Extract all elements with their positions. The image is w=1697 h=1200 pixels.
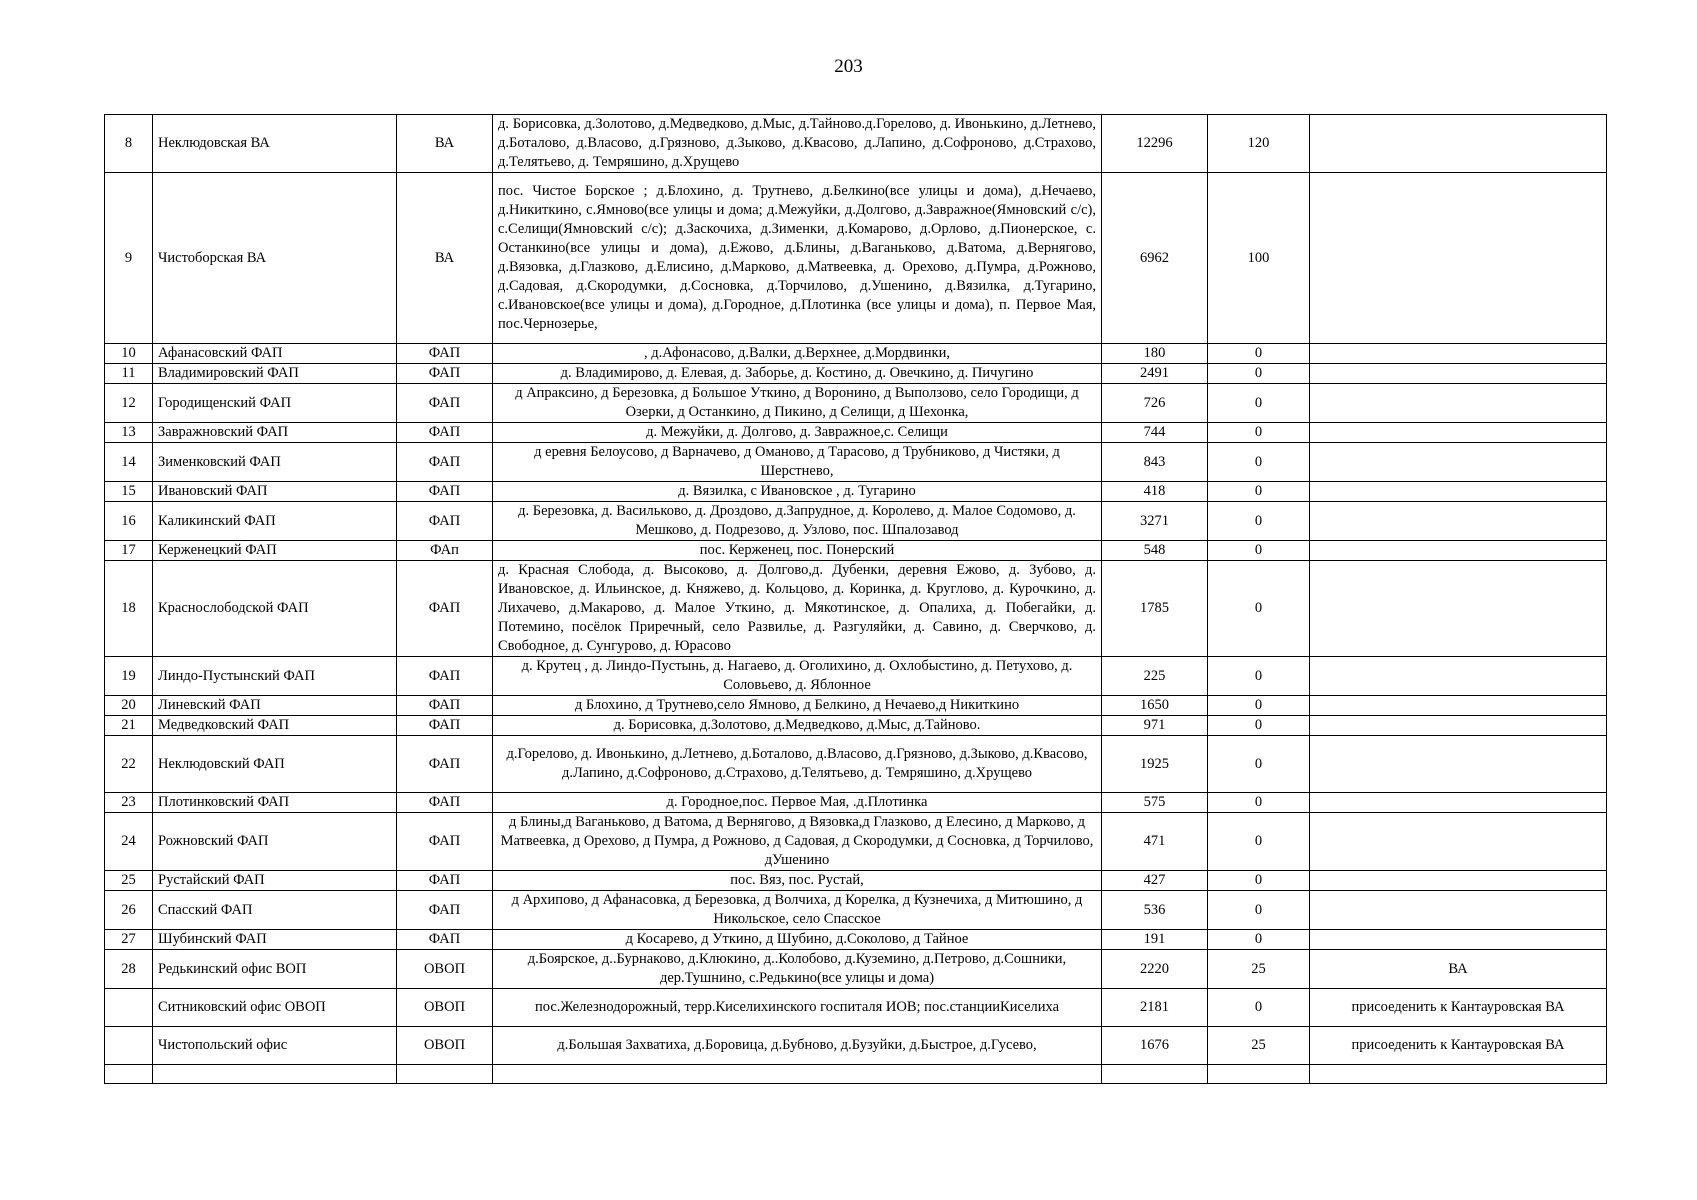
population-value: 726 [1102,384,1208,423]
facility-name [153,1065,397,1084]
row-number: 24 [105,813,153,871]
note-cell: присоеденить к Кантауровская ВА [1310,989,1607,1027]
note-cell [1310,561,1607,657]
facility-type: ФАП [397,344,493,364]
facility-type: ФАП [397,793,493,813]
facility-type: ФАП [397,561,493,657]
row-number: 27 [105,930,153,950]
population-value: 225 [1102,657,1208,696]
row-number: 13 [105,423,153,443]
note-cell [1310,871,1607,891]
facility-type: ФАП [397,696,493,716]
facility-name: Медведковский ФАП [153,716,397,736]
population-value: 1650 [1102,696,1208,716]
facility-name: Ситниковский офис ОВОП [153,989,397,1027]
note-cell [1310,813,1607,871]
note-cell [1310,173,1607,344]
facilities-table-body [105,115,1607,1084]
facility-type: ФАП [397,871,493,891]
note-cell [1310,716,1607,736]
row-number [105,989,153,1027]
settlements-list: д. Борисовка, д.Золотово, д.Медведково, д.Мыс, д.Тайново.д.Горелово, д. Ивонькино, д.Летнево, д.Боталово, д.Власово, д.Грязново, д.Зыково, д.Квасово, д.Лапино, д.Софроново, д.Страхово, д.Телятьево, д. Темряшино, д.Хрущево [493,115,1102,173]
settlements-list [493,1065,1102,1084]
row-number: 25 [105,871,153,891]
facility-name: Керженецкий ФАП [153,541,397,561]
row-number: 22 [105,736,153,793]
note-cell [1310,115,1607,173]
population-value: 1925 [1102,736,1208,793]
count-value: 0 [1208,502,1310,541]
count-value: 25 [1208,1027,1310,1065]
count-value: 0 [1208,696,1310,716]
table-row [105,561,1607,657]
table-row [105,541,1607,561]
count-value: 0 [1208,384,1310,423]
population-value: 843 [1102,443,1208,482]
note-cell [1310,344,1607,364]
settlements-list: д еревня Белоусово, д Варначево, д Оманово, д Тарасово, д Трубниково, д Чистяки, д Шерстнево, [493,443,1102,482]
facility-name: Рустайский ФАП [153,871,397,891]
count-value: 0 [1208,657,1310,696]
table-row [105,502,1607,541]
row-number: 15 [105,482,153,502]
count-value: 120 [1208,115,1310,173]
table-row [105,423,1607,443]
facility-type [397,1065,493,1084]
count-value: 0 [1208,344,1310,364]
count-value: 0 [1208,736,1310,793]
table-row [105,173,1607,344]
table-row [105,1027,1607,1065]
settlements-list: , д.Афонасово, д.Валки, д.Верхнее, д.Мордвинки, [493,344,1102,364]
table-row [105,950,1607,989]
note-cell [1310,736,1607,793]
note-cell [1310,482,1607,502]
note-cell [1310,502,1607,541]
table-row [105,115,1607,173]
population-value [1102,1065,1208,1084]
count-value: 25 [1208,950,1310,989]
population-value: 1785 [1102,561,1208,657]
facility-name: Краснослободской ФАП [153,561,397,657]
note-cell [1310,384,1607,423]
count-value: 0 [1208,793,1310,813]
settlements-list: д Косарево, д Уткино, д Шубино, д.Соколово, д Тайное [493,930,1102,950]
note-cell [1310,930,1607,950]
table-row [105,364,1607,384]
facility-name: Чистопольский офис [153,1027,397,1065]
count-value: 0 [1208,561,1310,657]
count-value: 0 [1208,930,1310,950]
note-cell: присоеденить к Кантауровская ВА [1310,1027,1607,1065]
table-row [105,482,1607,502]
settlements-list: д Апраксино, д Березовка, д Большое Уткино, д Воронино, д Выползово, село Городищи, д Озерки, д Останкино, д Пикино, д Селищи, д Шехонка, [493,384,1102,423]
table-row [105,443,1607,482]
population-value: 12296 [1102,115,1208,173]
note-cell [1310,793,1607,813]
facility-type: ФАП [397,657,493,696]
facility-name: Чистоборская ВА [153,173,397,344]
note-cell [1310,443,1607,482]
facility-type: ФАП [397,364,493,384]
page-number: 203 [834,56,863,77]
facility-name: Неклюдовская ВА [153,115,397,173]
settlements-list: д. Борисовка, д.Золотово, д.Медведково, д.Мыс, д.Тайново. [493,716,1102,736]
facility-name: Рожновский ФАП [153,813,397,871]
settlements-list: д.Большая Захватиха, д.Боровица, д.Бубново, д.Бузуйки, д.Быстрое, д.Гусево, [493,1027,1102,1065]
facility-name: Линевский ФАП [153,696,397,716]
settlements-list: пос. Керженец, пос. Понерский [493,541,1102,561]
row-number: 11 [105,364,153,384]
row-number: 28 [105,950,153,989]
facility-type: ФАП [397,930,493,950]
row-number: 19 [105,657,153,696]
note-cell [1310,541,1607,561]
settlements-list: д. Владимирово, д. Елевая, д. Заборье, д. Костино, д. Овечкино, д. Пичугино [493,364,1102,384]
settlements-list: д.Боярское, д..Бурнаково, д.Клюкино, д..Колобово, д.Куземино, д.Петрово, д.Сошники, дер.Тушнино, с.Редькино(все улицы и дома) [493,950,1102,989]
facility-name: Шубинский ФАП [153,930,397,950]
population-value: 191 [1102,930,1208,950]
facility-type: ФАП [397,813,493,871]
settlements-list: пос. Вяз, пос. Рустай, [493,871,1102,891]
population-value: 180 [1102,344,1208,364]
table-row [105,871,1607,891]
count-value: 0 [1208,482,1310,502]
table-row [105,384,1607,423]
count-value [1208,1065,1310,1084]
note-cell [1310,423,1607,443]
facility-name: Редькинский офис ВОП [153,950,397,989]
population-value: 418 [1102,482,1208,502]
note-cell [1310,891,1607,930]
facility-name: Ивановский ФАП [153,482,397,502]
row-number: 20 [105,696,153,716]
table-row [105,696,1607,716]
facilities-table [104,114,1607,1084]
note-cell [1310,657,1607,696]
population-value: 536 [1102,891,1208,930]
population-value: 3271 [1102,502,1208,541]
facility-type: ФАП [397,423,493,443]
row-number [105,1065,153,1084]
facility-type: ФАП [397,736,493,793]
row-number: 16 [105,502,153,541]
population-value: 1676 [1102,1027,1208,1065]
row-number: 18 [105,561,153,657]
count-value: 0 [1208,813,1310,871]
facility-type: ВА [397,115,493,173]
population-value: 575 [1102,793,1208,813]
facility-name: Неклюдовский ФАП [153,736,397,793]
row-number: 10 [105,344,153,364]
table-row [105,989,1607,1027]
population-value: 548 [1102,541,1208,561]
settlements-list: д. Вязилка, с Ивановское , д. Тугарино [493,482,1102,502]
row-number: 17 [105,541,153,561]
table-row [105,657,1607,696]
facility-type: ФАП [397,716,493,736]
table-row [105,716,1607,736]
settlements-list: пос.Железнодорожный, терр.Киселихинского госпиталя ИОВ; пос.станцииКиселиха [493,989,1102,1027]
settlements-list: д. Березовка, д. Васильково, д. Дроздово, д.Запрудное, д. Королево, д. Малое Содомово, д. Мешково, д. Подрезово, д. Узлово, пос. Шпалозавод [493,502,1102,541]
facility-type: ФАП [397,482,493,502]
facility-type: ФАП [397,384,493,423]
table-row [105,1065,1607,1084]
settlements-list: пос. Чистое Борское ; д.Блохино, д. Трутнево, д.Белкино(все улицы и дома), д.Нечаево, д.Никиткино, с.Ямново(все улицы и дома; д.Межуйки, д.Долгово, д.Завражное(Ямновский с/с), с.Селищи(Ямновский с/с); д.Заскочиха, д.Зименки, д.Комарово, д.Орлово, д.Пионерское, с. Останкино(все улицы и дома), д.Ежово, д.Блины, д.Ваганьково, д.Ватома, д.Вернягово, д.Вязовка, д.Глазково, д.Елисино, д.Марково, д.Матвеевка, д. Орехово, д.Пумра, д.Рожново, д.Садовая, д.Скородумки, д.Сосновка, д.Торчилово, д.Ушенино, д.Вязилка, д.Тугарино, с.Ивановское(все улицы и дома), д.Городное, д.Плотинка (все улицы и дома), п. Первое Мая, пос.Чернозерье, [493,173,1102,344]
row-number: 14 [105,443,153,482]
population-value: 2220 [1102,950,1208,989]
count-value: 0 [1208,716,1310,736]
count-value: 0 [1208,871,1310,891]
settlements-list: д.Горелово, д. Ивонькино, д.Летнево, д.Боталово, д.Власово, д.Грязново, д.Зыково, д.Квасово, д.Лапино, д.Софроново, д.Страхово, д.Телятьево, д. Темряшино, д.Хрущево [493,736,1102,793]
table-row [105,344,1607,364]
note-cell: ВА [1310,950,1607,989]
population-value: 2181 [1102,989,1208,1027]
count-value: 0 [1208,541,1310,561]
facility-type: ФАП [397,891,493,930]
facility-name: Завражновский ФАП [153,423,397,443]
facility-type: ВА [397,173,493,344]
table-row [105,891,1607,930]
count-value: 100 [1208,173,1310,344]
facility-name: Городищенский ФАП [153,384,397,423]
facility-name: Плотинковский ФАП [153,793,397,813]
count-value: 0 [1208,989,1310,1027]
facility-type: ФАп [397,541,493,561]
note-cell [1310,364,1607,384]
table-row [105,736,1607,793]
facility-name: Зименковский ФАП [153,443,397,482]
row-number: 9 [105,173,153,344]
population-value: 471 [1102,813,1208,871]
count-value: 0 [1208,891,1310,930]
settlements-list: д Блохино, д Трутнево,село Ямново, д Белкино, д Нечаево,д Никиткино [493,696,1102,716]
row-number: 23 [105,793,153,813]
row-number: 8 [105,115,153,173]
settlements-list: д. Крутец , д. Линдо-Пустынь, д. Нагаево, д. Оголихино, д. Охлобыстино, д. Петухово, д. Соловьево, д. Яблонное [493,657,1102,696]
facility-type: ОВОП [397,950,493,989]
table-row [105,793,1607,813]
population-value: 427 [1102,871,1208,891]
facility-name: Владимировский ФАП [153,364,397,384]
population-value: 6962 [1102,173,1208,344]
facility-name: Линдо-Пустынский ФАП [153,657,397,696]
settlements-list: д. Межуйки, д. Долгово, д. Завражное,с. Селищи [493,423,1102,443]
row-number: 26 [105,891,153,930]
facility-type: ОВОП [397,989,493,1027]
population-value: 2491 [1102,364,1208,384]
count-value: 0 [1208,423,1310,443]
count-value: 0 [1208,443,1310,482]
row-number [105,1027,153,1065]
facility-type: ОВОП [397,1027,493,1065]
note-cell [1310,1065,1607,1084]
facility-type: ФАП [397,502,493,541]
row-number: 12 [105,384,153,423]
population-value: 744 [1102,423,1208,443]
table-row [105,930,1607,950]
population-value: 971 [1102,716,1208,736]
note-cell [1310,696,1607,716]
row-number: 21 [105,716,153,736]
settlements-list: д. Красная Слобода, д. Высоково, д. Долгово,д. Дубенки, деревня Ежово, д. Зубово, д. Ивановское, д. Ильинское, д. Княжево, д. Кольцово, д. Коринка, д. Круглово, д. Курочкино, д. Лихачево, д.Макарово, д. Малое Уткино, д. Мякотинское, д. Опалиха, д. Побегайки, д. Потемино, посёлок Приречный, село Развилье, д. Разгуляйки, д. Савино, д. Сверчково, д. Свободное, д. Сунгурово, д. Юрасово [493,561,1102,657]
facility-name: Афанасовский ФАП [153,344,397,364]
facility-name: Спасский ФАП [153,891,397,930]
settlements-list: д. Городное,пос. Первое Мая, .д.Плотинка [493,793,1102,813]
facility-type: ФАП [397,443,493,482]
facility-name: Каликинский ФАП [153,502,397,541]
count-value: 0 [1208,364,1310,384]
settlements-list: д Блины,д Ваганьково, д Ватома, д Вернягово, д Вязовка,д Глазково, д Елесино, д Марково, д Матвеевка, д Орехово, д Пумра, д Рожново, д Садовая, д Скородумки, д Сосновка, д Торчилово, дУшенино [493,813,1102,871]
settlements-list: д Архипово, д Афанасовка, д Березовка, д Волчиха, д Корелка, д Кузнечиха, д Митюшино, д Никольское, село Спасское [493,891,1102,930]
table-row [105,813,1607,871]
